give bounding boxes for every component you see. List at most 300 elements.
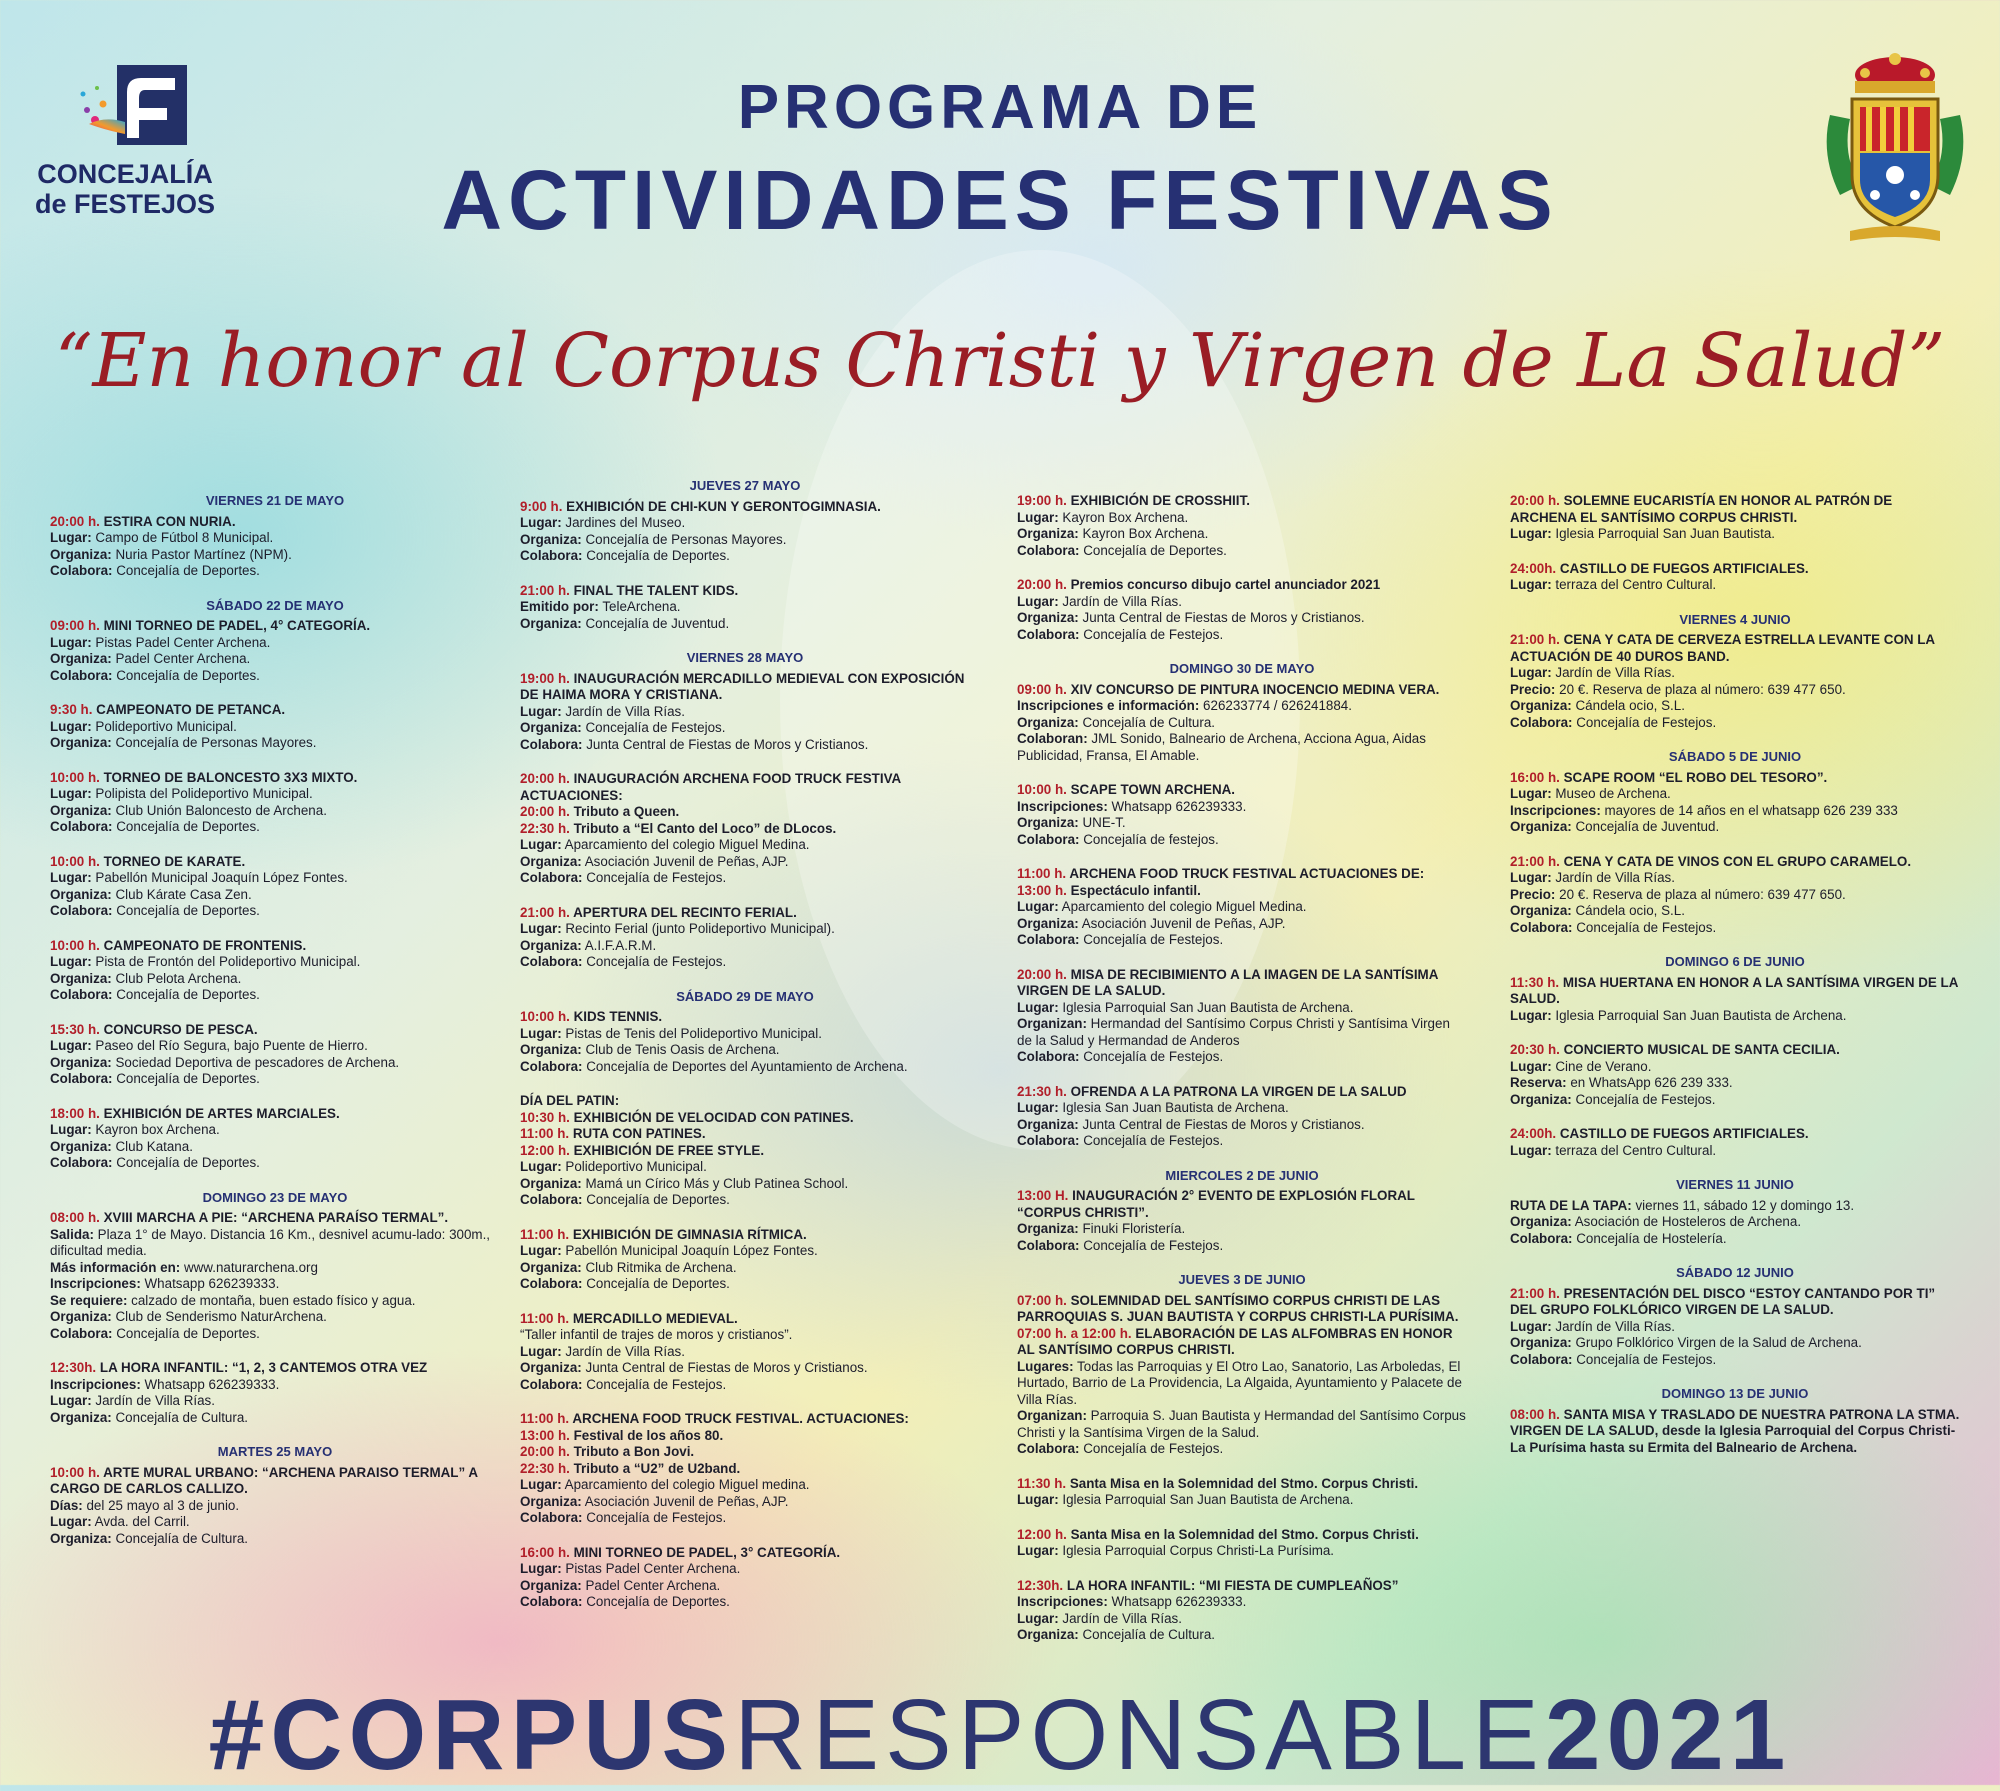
detail-label: Colabora: xyxy=(50,987,113,1002)
event-detail xyxy=(50,635,500,652)
event-detail xyxy=(520,1594,970,1611)
detail-label: Organiza: xyxy=(520,1042,582,1057)
event-item xyxy=(1017,1188,1467,1254)
event-detail xyxy=(1510,682,1960,699)
event-time: 20:00 h. xyxy=(520,771,570,786)
event-detail xyxy=(50,1326,500,1343)
detail-label: Lugares: xyxy=(1017,1358,1074,1374)
event-detail xyxy=(1017,832,1467,849)
sub-event-time: 10:30 h. xyxy=(520,1109,570,1125)
detail-value: Concejalía de Festejos. xyxy=(1083,1237,1224,1253)
event-detail xyxy=(50,954,500,971)
sub-event-time: 22:30 h. xyxy=(520,1460,570,1476)
event-title-line xyxy=(1017,967,1467,1000)
detail-label: Organiza: xyxy=(50,970,112,986)
event-detail xyxy=(50,1038,500,1055)
detail-label: Lugar: xyxy=(520,837,562,852)
detail-value: Finuki Floristería. xyxy=(1082,1221,1186,1236)
event-time: 07:00 h. xyxy=(1017,1292,1067,1308)
event-title: EXHIBICIÓN DE CROSSHIIT. xyxy=(1070,493,1250,508)
detail-label: Organiza: xyxy=(520,531,582,547)
detail-label: Colabora: xyxy=(520,1376,583,1392)
event-item xyxy=(520,1093,970,1209)
detail-value: del 25 mayo al 3 de junio. xyxy=(86,1497,240,1513)
event-item xyxy=(1017,1293,1467,1458)
subtitle: “En honor al Corpus Christi y Virgen de La Salud” xyxy=(54,318,1946,404)
event-title: MINI TORNEO DE PADEL, 3° CATEGORÍA. xyxy=(573,1544,841,1560)
event-detail xyxy=(1017,1016,1467,1049)
event-detail xyxy=(50,651,500,668)
detail-value: Kayron Box Archena. xyxy=(1062,509,1189,525)
detail-value: Concejalía de Deportes. xyxy=(116,819,260,834)
event-detail xyxy=(1017,1359,1467,1409)
sub-event-title: Tributo a “El Canto del Loco” de DLocos. xyxy=(573,820,837,836)
detail-value: 20 €. Reserva de plaza al número: 639 477 650. xyxy=(1559,886,1846,902)
detail-value: Concejalía de Festejos. xyxy=(586,954,727,969)
event-title-line xyxy=(50,854,500,871)
detail-label: Organizan: xyxy=(1017,1016,1087,1031)
detail-label: Colabora: xyxy=(1510,1230,1573,1246)
event-time: 21:30 h. xyxy=(1017,1083,1067,1099)
detail-label: Organiza: xyxy=(1510,1335,1572,1350)
event-detail xyxy=(50,1293,500,1310)
detail-label: Organiza: xyxy=(50,1409,112,1425)
event-detail xyxy=(520,515,970,532)
detail-value: Concejalía de Cultura. xyxy=(1082,714,1215,730)
event-time: 08:00 h. xyxy=(50,1210,100,1225)
event-title-line xyxy=(1017,682,1467,699)
event-heading xyxy=(1510,1198,1960,1215)
detail-value: Concejalía de Cultura. xyxy=(1082,1627,1215,1642)
event-detail xyxy=(1017,1611,1467,1628)
event-detail xyxy=(520,532,970,549)
event-time: 20:30 h. xyxy=(1510,1042,1560,1057)
detail-value: Jardín de Villa Rías. xyxy=(1062,593,1182,609)
detail-label: Inscripciones: xyxy=(1017,798,1108,814)
detail-label: Lugar: xyxy=(1017,509,1059,525)
detail-value: Polideportivo Municipal. xyxy=(95,718,237,734)
event-detail xyxy=(520,1026,970,1043)
event-time: 24:00h. xyxy=(1510,1126,1557,1141)
detail-value: Iglesia Parroquial Corpus Christi-La Purísima. xyxy=(1062,1543,1335,1558)
event-time: 21:00 h. xyxy=(1510,632,1560,647)
event-item xyxy=(1510,1198,1960,1248)
detail-value: Concejalía de Festejos. xyxy=(586,870,727,885)
event-detail xyxy=(50,1155,500,1172)
detail-value: Aparcamiento del colegio Miguel medina. xyxy=(564,1477,810,1492)
event-title-line xyxy=(520,1227,970,1244)
detail-label: Organiza: xyxy=(520,1175,582,1191)
detail-label: Colabora: xyxy=(520,1510,583,1525)
day-heading: MIERCOLES 2 DE JUNIO xyxy=(1165,1167,1319,1183)
event-title-line xyxy=(1510,770,1960,787)
detail-label: Colabora: xyxy=(50,903,113,918)
detail-value: Recinto Ferial (junto Polideportivo Municipal). xyxy=(565,921,835,936)
hashtag-light: RESPONSABLE xyxy=(734,1679,1545,1791)
event-detail xyxy=(50,735,500,752)
day-heading: JUEVES 3 DE JUNIO xyxy=(1178,1272,1306,1287)
event-detail xyxy=(1017,899,1467,916)
detail-value: Asociación Juvenil de Peñas, AJP. xyxy=(584,853,789,869)
detail-label: Lugar: xyxy=(1017,999,1059,1015)
event-detail xyxy=(50,819,500,836)
event-title: CENA Y CATA DE VINOS CON EL GRUPO CARAMELO. xyxy=(1563,853,1912,869)
detail-value: Jardín de Villa Rías. xyxy=(1555,1318,1675,1334)
event-item xyxy=(520,771,970,887)
detail-label: Emitido por: xyxy=(520,599,599,614)
event-title-line xyxy=(50,618,500,635)
event-title: MISA HUERTANA EN HONOR A LA SANTÍSIMA VIRGEN DE LA SALUD. xyxy=(1510,974,1958,1006)
detail-label: Colabora: xyxy=(520,870,583,885)
detail-value: JML Sonido, Balneario de Archena, Acciona Agua, Aidas Publicidad, Fransa, El Amable. xyxy=(1017,731,1426,763)
coat-of-arms-icon xyxy=(1820,35,1970,245)
event-time: 19:00 h. xyxy=(1017,493,1067,508)
detail-label: Lugar: xyxy=(50,1393,92,1408)
event-detail xyxy=(520,1260,970,1277)
detail-label: Inscripciones: xyxy=(50,1276,141,1291)
event-detail xyxy=(1017,1100,1467,1117)
sub-event-time: 11:00 h. xyxy=(520,1126,570,1141)
event-detail xyxy=(50,547,500,564)
event-detail xyxy=(50,1122,500,1139)
event-time: 10:00 h. xyxy=(1017,782,1067,797)
detail-label: Lugar: xyxy=(520,1477,562,1492)
event-title: INAUGURACIÓN ARCHENA FOOD TRUCK FESTIVA ACTUACIONES: xyxy=(520,771,901,803)
event-detail xyxy=(50,1410,500,1427)
detail-label: Lugar: xyxy=(1017,593,1059,609)
event-detail xyxy=(50,1498,500,1515)
day-heading: SÁBADO 29 DE MAYO xyxy=(676,988,814,1004)
detail-value: terraza del Centro Cultural. xyxy=(1555,577,1717,592)
event-time: 19:00 h. xyxy=(520,670,570,686)
event-detail xyxy=(50,870,500,887)
event-detail xyxy=(1017,1221,1467,1238)
event-title: EXHIBICIÓN DE CHI-KUN Y GERONTOGIMNASIA. xyxy=(566,498,881,514)
detail-value: Polipista del Polideportivo Municipal. xyxy=(95,786,313,801)
sub-event-line xyxy=(520,1444,970,1461)
event-detail xyxy=(520,1327,970,1344)
day-heading: VIERNES 28 MAYO xyxy=(686,650,804,665)
event-title-line xyxy=(520,1311,970,1328)
event-item xyxy=(1510,975,1960,1025)
detail-label: Lugar: xyxy=(50,1122,92,1137)
event-detail xyxy=(520,1059,970,1076)
detail-label: Inscripciones: xyxy=(50,1376,141,1392)
event-title-line xyxy=(1017,1476,1467,1493)
event-detail xyxy=(1017,715,1467,732)
hashtag-bold: #CORPUS xyxy=(208,1679,735,1791)
detail-label: Organiza: xyxy=(1510,1091,1572,1107)
detail-value: Concejalía de Deportes. xyxy=(116,1155,260,1170)
event-time: 10:00 h. xyxy=(50,1464,100,1480)
event-title: TORNEO DE KARATE. xyxy=(103,853,246,869)
event-time: 11:30 h. xyxy=(1017,1475,1067,1491)
event-heading-text: RUTA DE LA TAPA: xyxy=(1510,1197,1632,1213)
event-time: 20:00 h. xyxy=(50,513,100,529)
event-detail xyxy=(1510,1214,1960,1231)
detail-label: Lugar: xyxy=(1510,1318,1552,1334)
detail-label: Organiza: xyxy=(50,1138,112,1154)
detail-value: Jardín de Villa Rías. xyxy=(565,1343,685,1359)
event-title-line xyxy=(1017,866,1467,883)
event-title-line xyxy=(520,671,970,704)
event-title: CASTILLO DE FUEGOS ARTIFICIALES. xyxy=(1559,560,1809,576)
detail-value: Pabellón Municipal Joaquín López Fontes. xyxy=(565,1243,818,1258)
detail-label: Organiza: xyxy=(1017,915,1079,931)
event-detail xyxy=(1017,1492,1467,1509)
event-detail xyxy=(1017,698,1467,715)
event-detail xyxy=(1510,903,1960,920)
detail-value: Polideportivo Municipal. xyxy=(565,1159,707,1174)
event-time: 16:00 h. xyxy=(520,1544,570,1560)
day-heading: VIERNES 4 JUNIO xyxy=(1679,611,1791,627)
detail-label: Lugar: xyxy=(1510,870,1552,885)
event-time: 12:30h. xyxy=(1017,1577,1064,1593)
detail-label: Días: xyxy=(50,1497,83,1513)
detail-label: Colabora: xyxy=(1017,1049,1080,1064)
event-time: 21:00 h. xyxy=(1510,853,1560,869)
event-item xyxy=(50,1465,500,1548)
event-detail xyxy=(520,954,970,971)
event-title: INAUGURACIÓN 2° EVENTO DE EXPLOSIÓN FLORAL “CORPUS CHRISTI”. xyxy=(1017,1188,1415,1220)
event-item xyxy=(520,1545,970,1611)
detail-value: Concejalía de Festejos. xyxy=(1576,919,1717,935)
detail-label: Organiza: xyxy=(50,802,112,818)
detail-value: Junta Central de Fiestas de Moros y Cristianos. xyxy=(1082,610,1365,625)
event-title: KIDS TENNIS. xyxy=(573,1009,663,1024)
detail-value: Concejalía de Festejos. xyxy=(585,720,726,735)
detail-label: Organiza: xyxy=(50,1054,112,1070)
event-time: 15:30 h. xyxy=(50,1021,100,1037)
sub-event-title: ELABORACIÓN DE LAS ALFOMBRAS EN HONOR AL SANTÍSIMO CORPUS CHRISTI. xyxy=(1017,1325,1453,1357)
detail-value: Concejalía de Personas Mayores. xyxy=(115,735,317,750)
detail-value: Concejalía de Personas Mayores. xyxy=(585,531,787,547)
event-title-line xyxy=(50,938,500,955)
detail-value: Junta Central de Fiestas de Moros y Cristianos. xyxy=(1082,1116,1365,1132)
detail-value: TeleArchena. xyxy=(602,599,681,614)
detail-label: Lugar: xyxy=(1510,1007,1552,1023)
event-detail xyxy=(50,1377,500,1394)
event-time: 12:00 h. xyxy=(1017,1526,1067,1542)
event-detail xyxy=(520,1510,970,1527)
detail-value: Concejalía de Deportes. xyxy=(586,1276,730,1291)
detail-label: Colabora: xyxy=(50,819,113,834)
detail-value: www.naturarchena.org xyxy=(183,1259,318,1275)
event-item xyxy=(1017,866,1467,949)
event-title-line xyxy=(1510,975,1960,1008)
detail-value: Club Ritmika de Archena. xyxy=(585,1259,737,1275)
event-title: FINAL THE TALENT KIDS. xyxy=(573,582,739,598)
detail-label: Colabora: xyxy=(520,736,583,752)
detail-label: Lugar: xyxy=(1510,665,1552,680)
event-title-line xyxy=(50,1022,500,1039)
detail-value: calzado de montaña, buen estado físico y agua. xyxy=(131,1292,416,1308)
detail-label: Organizan: xyxy=(1017,1408,1087,1423)
event-detail xyxy=(50,1227,500,1260)
detail-value: Jardín de Villa Rías. xyxy=(1555,870,1675,885)
event-title: MINI TORNEO DE PADEL, 4° CATEGORÍA. xyxy=(103,618,371,633)
event-title: MISA DE RECIBIMIENTO A LA IMAGEN DE LA SANTÍSIMA VIRGEN DE LA SALUD. xyxy=(1017,966,1438,998)
detail-label: Lugar: xyxy=(1510,786,1552,801)
event-detail xyxy=(50,719,500,736)
detail-label: Organiza: xyxy=(50,886,112,902)
sub-event-line xyxy=(520,821,970,838)
detail-label: Organiza: xyxy=(520,1360,582,1375)
event-item xyxy=(520,1411,970,1527)
event-title-line xyxy=(50,1360,500,1377)
event-time: 16:00 h. xyxy=(1510,769,1560,785)
detail-value: Concejalía de festejos. xyxy=(1083,831,1219,847)
event-item xyxy=(50,1360,500,1426)
event-item xyxy=(1510,1286,1960,1369)
detail-label: Colabora: xyxy=(520,1276,583,1291)
detail-label: Organiza: xyxy=(520,1493,582,1509)
detail-value: UNE-T. xyxy=(1082,815,1126,830)
detail-label: Colabora: xyxy=(1017,831,1080,847)
event-detail xyxy=(1510,665,1960,682)
event-detail xyxy=(50,1260,500,1277)
detail-label: Colabora: xyxy=(1017,932,1080,947)
day-heading: MARTES 25 MAYO xyxy=(217,1444,333,1459)
detail-value: Concejalía de Deportes. xyxy=(116,903,260,918)
detail-value: Jardín de Villa Rías. xyxy=(95,1393,215,1408)
event-title-line xyxy=(50,702,500,719)
event-detail xyxy=(50,668,500,685)
detail-value: Concejalía de Deportes. xyxy=(586,1594,730,1609)
day-heading: VIERNES 11 JUNIO xyxy=(1676,1177,1794,1192)
event-item xyxy=(1017,782,1467,848)
event-time: 21:00 h. xyxy=(520,904,570,920)
event-title: LA HORA INFANTIL: “MI FIESTA DE CUMPLEAÑOS” xyxy=(1066,1577,1399,1593)
event-time: 09:00 h. xyxy=(1017,681,1067,697)
detail-label: Colabora: xyxy=(520,954,583,969)
detail-value: 626233774 / 626241884. xyxy=(1203,698,1352,713)
event-item xyxy=(1017,493,1467,559)
event-title-line xyxy=(1510,632,1960,665)
detail-value: Aparcamiento del colegio Miguel Medina. xyxy=(1061,899,1307,914)
event-detail xyxy=(520,1176,970,1193)
detail-value: Concejalía de Deportes. xyxy=(586,1192,730,1207)
sub-event-time: 22:30 h. xyxy=(520,820,570,836)
event-detail xyxy=(1017,510,1467,527)
event-detail xyxy=(1510,1092,1960,1109)
event-detail xyxy=(1017,1627,1467,1644)
event-detail xyxy=(1510,1335,1960,1352)
event-detail xyxy=(520,1243,970,1260)
detail-value: Concejalía de Juventud. xyxy=(1575,819,1720,834)
event-detail xyxy=(520,1477,970,1494)
event-title: TORNEO DE BALONCESTO 3X3 MIXTO. xyxy=(103,769,358,785)
event-title-line xyxy=(1510,854,1960,871)
detail-value: Concejalía de Festejos. xyxy=(586,1376,727,1392)
detail-label: Organiza: xyxy=(520,615,582,631)
sub-event-title: EXHIBICIÓN DE VELOCIDAD CON PATINES. xyxy=(573,1109,854,1125)
logo-line-2: de FESTEJOS xyxy=(34,189,216,219)
event-item xyxy=(50,1022,500,1088)
event-title: EXHIBICIÓN DE ARTES MARCIALES. xyxy=(103,1105,340,1121)
event-heading xyxy=(520,1093,970,1110)
detail-value: Concejalía de Hostelería. xyxy=(1576,1230,1727,1246)
detail-label: Lugar: xyxy=(50,718,92,734)
event-inline-text: viernes 11, sábado 12 y domingo 13. xyxy=(1635,1197,1855,1213)
detail-value: Concejalía de Cultura. xyxy=(115,1409,248,1425)
event-title: PRESENTACIÓN DEL DISCO “ESTOY CANTANDO POR TI” DEL GRUPO FOLKLÓRICO VIRGEN DE LA SALUD. xyxy=(1510,1285,1936,1317)
event-detail xyxy=(1017,1000,1467,1017)
detail-label: Salida: xyxy=(50,1226,94,1242)
event-detail xyxy=(1510,920,1960,937)
event-detail xyxy=(50,1393,500,1410)
detail-value: Concejalía de Festejos. xyxy=(1576,1351,1717,1367)
event-item xyxy=(50,1106,500,1172)
detail-value: Club Unión Baloncesto de Archena. xyxy=(115,802,327,818)
event-title-line xyxy=(1510,493,1960,526)
event-detail xyxy=(1017,1049,1467,1066)
detail-value: Iglesia Parroquial San Juan Bautista de Archena. xyxy=(1062,1492,1354,1507)
detail-value: Grupo Folklórico Virgen de la Salud de Archena. xyxy=(1575,1335,1862,1350)
event-title-line xyxy=(1017,782,1467,799)
event-detail xyxy=(1017,731,1467,764)
detail-label: Colabora: xyxy=(50,1071,113,1086)
detail-label: Colabora: xyxy=(520,548,583,563)
event-title: SCAPE TOWN ARCHENA. xyxy=(1070,782,1236,797)
event-time: 21:00 h. xyxy=(1510,1285,1560,1301)
detail-label: Lugar: xyxy=(520,1343,562,1359)
poster-header xyxy=(0,0,2000,420)
event-detail xyxy=(1017,1133,1467,1150)
event-time: 24:00h. xyxy=(1510,560,1557,576)
sub-event-line xyxy=(1017,1326,1467,1359)
detail-label: Precio: xyxy=(1510,886,1556,902)
event-title: APERTURA DEL RECINTO FERIAL. xyxy=(573,904,797,920)
detail-value: en WhatsApp 626 239 333. xyxy=(1570,1075,1733,1090)
detail-value: Padel Center Archena. xyxy=(585,1577,721,1593)
event-title: CONCURSO DE PESCA. xyxy=(103,1021,258,1037)
sub-event-line xyxy=(520,1461,970,1478)
detail-value: Pabellón Municipal Joaquín López Fontes. xyxy=(95,870,348,885)
day-heading: DOMINGO 23 DE MAYO xyxy=(202,1189,348,1205)
event-time: 12:30h. xyxy=(50,1360,97,1375)
detail-value: Club Katana. xyxy=(115,1138,193,1154)
day-heading: SÁBADO 12 JUNIO xyxy=(1676,1265,1794,1280)
detail-label: Colabora: xyxy=(50,1325,113,1341)
event-title: SOLEMNIDAD DEL SANTÍSIMO CORPUS CHRISTI DE LAS PARROQUIAS S. JUAN BAUTISTA Y CORPUS CHRISTI-LA PURÍSIMA. xyxy=(1017,1292,1459,1324)
detail-label: Organiza: xyxy=(520,937,582,953)
hashtag-footer xyxy=(0,1679,2000,1791)
event-detail xyxy=(1510,870,1960,887)
event-time: 10:00 h. xyxy=(50,853,100,869)
event-item xyxy=(50,1210,500,1342)
detail-value: Jardín de Villa Rías. xyxy=(1555,665,1675,680)
event-title-line xyxy=(1017,1578,1467,1595)
event-title: CASTILLO DE FUEGOS ARTIFICIALES. xyxy=(1559,1126,1809,1141)
title-line-1: PROGRAMA DE xyxy=(737,73,1263,142)
detail-value: Pistas Padel Center Archena. xyxy=(95,634,271,650)
detail-value: Kayron Box Archena. xyxy=(1082,526,1209,541)
detail-label: Organiza: xyxy=(1017,815,1079,830)
detail-label: Organiza: xyxy=(50,1309,112,1324)
event-detail xyxy=(50,971,500,988)
event-detail xyxy=(520,737,970,754)
detail-value: Cándela ocio, S.L. xyxy=(1575,903,1685,918)
event-detail xyxy=(50,987,500,1004)
event-detail xyxy=(1510,1075,1960,1092)
sub-event-time: 13:00 h. xyxy=(520,1427,570,1443)
event-detail xyxy=(50,1531,500,1548)
detail-label: Inscripciones e información: xyxy=(1017,698,1200,713)
event-item xyxy=(50,618,500,684)
detail-label: Lugar: xyxy=(1510,577,1552,592)
sub-event-line xyxy=(520,1110,970,1127)
